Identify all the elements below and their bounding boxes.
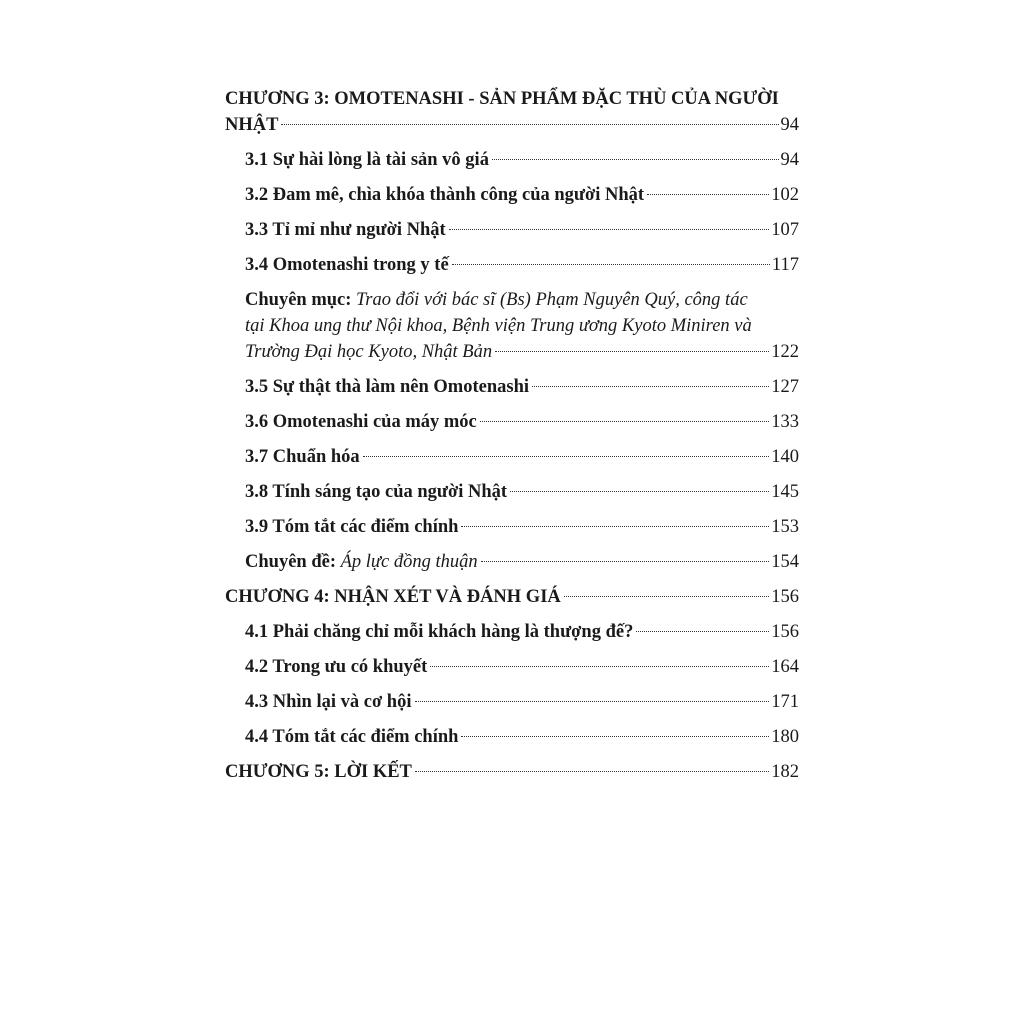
item-label: 3.2 Đam mê, chìa khóa thành công của người Nhật xyxy=(245,185,645,205)
chapter-title: CHƯƠNG 4: NHẬN XÉT VÀ ĐÁNH GIÁ xyxy=(225,587,561,607)
toc-item-4-3[interactable] xyxy=(225,689,799,715)
leader-dots xyxy=(647,194,769,195)
topic-text: Áp lực đồng thuận xyxy=(340,552,478,572)
item-label: 4.1 Phải chăng chỉ mỗi khách hàng là thượng đế? xyxy=(245,622,634,642)
table-of-contents xyxy=(225,86,799,785)
page-number: 164 xyxy=(771,657,799,677)
page-number: 182 xyxy=(771,762,799,782)
item-label: 3.9 Tóm tắt các điểm chính xyxy=(245,517,459,537)
leader-dots xyxy=(281,124,778,125)
leader-dots xyxy=(510,491,769,492)
chapter-3-title-line2: NHẬT xyxy=(225,115,279,135)
page-number: 140 xyxy=(771,447,799,467)
toc-item-3-1[interactable] xyxy=(225,147,799,173)
toc-item-3-7[interactable] xyxy=(225,444,799,470)
item-label: 3.4 Omotenashi trong y tế xyxy=(245,255,449,275)
chapter-3-title-line1: CHƯƠNG 3: OMOTENASHI - SẢN PHẨM ĐẶC THÙ CỦA NGƯỜI xyxy=(225,89,779,109)
leader-dots xyxy=(452,264,770,265)
page-number: 154 xyxy=(771,552,799,572)
page-number: 153 xyxy=(771,517,799,537)
page-number: 94 xyxy=(780,150,799,170)
page-number: 127 xyxy=(771,377,799,397)
toc-item-4-1[interactable] xyxy=(225,619,799,645)
item-label: 3.6 Omotenashi của máy móc xyxy=(245,412,477,432)
leader-dots xyxy=(564,596,769,597)
page-number: 117 xyxy=(771,255,799,275)
column-text-line3: Trường Đại học Kyoto, Nhật Bản xyxy=(245,342,493,362)
toc-item-3-9[interactable] xyxy=(225,514,799,540)
topic-head: Chuyên đề: xyxy=(245,552,336,572)
toc-item-3-4[interactable] xyxy=(225,252,799,278)
column-line1 xyxy=(245,287,799,313)
page-number: 122 xyxy=(771,342,799,362)
page-number: 171 xyxy=(771,692,799,712)
leader-dots xyxy=(363,456,770,457)
toc-item-4-2[interactable] xyxy=(225,654,799,680)
toc-item-4-4[interactable] xyxy=(225,724,799,750)
leader-dots xyxy=(415,771,769,772)
column-text-line2: tại Khoa ung thư Nội khoa, Bệnh viện Trung ương Kyoto Miniren và xyxy=(245,316,752,336)
toc-item-3-5[interactable] xyxy=(225,374,799,400)
leader-dots xyxy=(430,666,769,667)
toc-item-3-2[interactable] xyxy=(225,182,799,208)
leader-dots xyxy=(532,386,769,387)
item-label: 3.5 Sự thật thà làm nên Omotenashi xyxy=(245,377,530,397)
page-number: 145 xyxy=(771,482,799,502)
item-label: 3.3 Tỉ mỉ như người Nhật xyxy=(245,220,446,240)
column-text-line1: Trao đổi với bác sĩ (Bs) Phạm Nguyên Quý, công tác xyxy=(356,290,748,310)
page-number: 94 xyxy=(780,115,799,135)
page-number: 102 xyxy=(771,185,799,205)
leader-dots xyxy=(415,701,770,702)
leader-dots xyxy=(480,421,770,422)
item-label: 3.1 Sự hài lòng là tài sản vô giá xyxy=(245,150,489,170)
item-label: 4.2 Trong ưu có khuyết xyxy=(245,657,428,677)
toc-chapter-4[interactable] xyxy=(225,584,799,610)
leader-dots xyxy=(449,229,770,230)
toc-topic-consensus[interactable] xyxy=(225,549,799,575)
page-number: 107 xyxy=(771,220,799,240)
chapter-title: CHƯƠNG 5: LỜI KẾT xyxy=(225,762,412,782)
toc-chapter-5[interactable] xyxy=(225,759,799,785)
toc-chapter-3[interactable] xyxy=(225,86,799,138)
toc-item-3-8[interactable] xyxy=(225,479,799,505)
page-number: 156 xyxy=(771,622,799,642)
toc-column-interview[interactable] xyxy=(225,287,799,365)
leader-dots xyxy=(492,159,779,160)
leader-dots xyxy=(495,351,769,352)
leader-dots xyxy=(461,736,769,737)
page-number: 156 xyxy=(771,587,799,607)
item-label: 4.3 Nhìn lại và cơ hội xyxy=(245,692,412,712)
toc-item-3-6[interactable] xyxy=(225,409,799,435)
column-head: Chuyên mục: xyxy=(245,290,352,310)
toc-item-3-3[interactable] xyxy=(225,217,799,243)
item-label xyxy=(245,549,478,575)
leader-dots xyxy=(481,561,770,562)
item-label: 3.8 Tính sáng tạo của người Nhật xyxy=(245,482,508,502)
page-number: 133 xyxy=(771,412,799,432)
page-number: 180 xyxy=(771,727,799,747)
leader-dots xyxy=(461,526,769,527)
item-label: 3.7 Chuẩn hóa xyxy=(245,447,360,467)
leader-dots xyxy=(636,631,769,632)
item-label: 4.4 Tóm tắt các điểm chính xyxy=(245,727,459,747)
